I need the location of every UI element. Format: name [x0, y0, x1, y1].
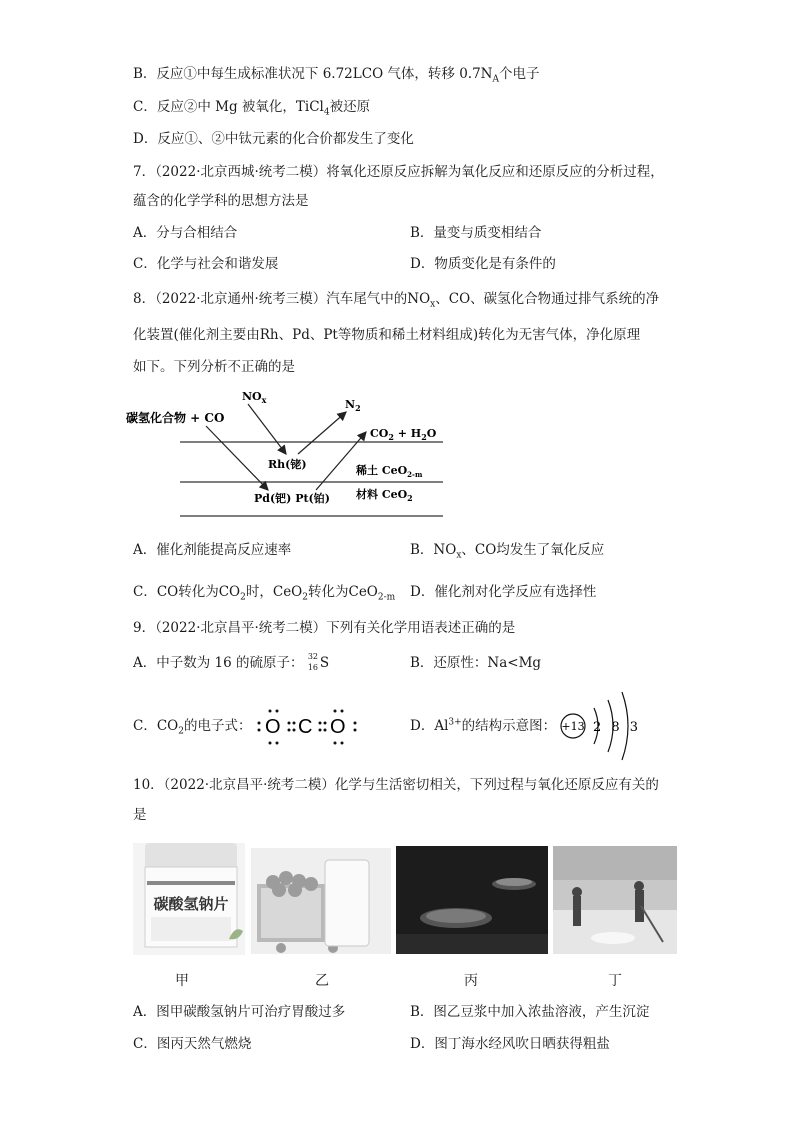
- q10-stem-line2: 是: [133, 807, 147, 823]
- caption-bing: 丙: [464, 973, 478, 989]
- arrow-rh-to-n2: [298, 412, 346, 454]
- q7-stem-line2: 蕴含的化学学科的思想方法是: [133, 193, 309, 209]
- photo-bing-gas-flame: [396, 846, 548, 954]
- rare-earth-label-1: 稀土 CeO$_{2-m}$: [356, 464, 423, 479]
- nucleus-charge: +13: [561, 720, 585, 733]
- q7-option-a: A．分与合相结合: [133, 225, 238, 241]
- q10-option-c: C．图丙天然气燃烧: [133, 1036, 252, 1052]
- photo-yi-soybean-milk: [251, 848, 391, 954]
- isotope-notation: 32 16: [307, 651, 318, 672]
- atom-o-left: O: [265, 716, 281, 738]
- q9-stem: 9．（2022·北京昌平·统考二模）下列有关化学用语表述正确的是: [133, 620, 516, 636]
- rare-earth-label-2: 材料 CeO$_2$: [356, 488, 413, 503]
- nox-label: $NO_x$: [242, 390, 267, 405]
- bottle-label-text: 碳酸氢钠片: [153, 895, 229, 913]
- pd-pt-label: Pd(钯) Pt(铂): [254, 492, 330, 505]
- reactants-label: 碳氢化合物 + CO: [126, 411, 225, 425]
- q9-option-d: D．$Al^{3+}$的结构示意图：: [410, 717, 557, 734]
- rh-label: Rh(铑): [268, 458, 307, 471]
- q6-option-b: B．反应①中每生成标准状况下 6.72LCO 气体，转移 $0.7N_A$个电子: [133, 66, 540, 85]
- photo-jia-bicarbonate-bottle: [133, 843, 245, 955]
- caption-jia: 甲: [175, 973, 189, 989]
- atom-o-right: O: [330, 716, 346, 738]
- n2-label: $N_2$: [345, 398, 361, 413]
- q10-stem-line1: 10．（2022·北京昌平·统考二模）化学与生活密切相关，下列过程与氧化还原反应有关的: [133, 777, 659, 793]
- q7-stem-line1: 7．（2022·北京西城·统考二模）将氧化还原反应拆解为氧化反应和还原反应的分析过程，: [133, 164, 664, 180]
- arrow-nox-to-rh: [248, 404, 286, 454]
- q10-option-d: D．图丁海水经风吹日晒获得粗盐: [410, 1036, 610, 1052]
- al-ion-structure-diagram: [556, 686, 646, 766]
- q10-option-b: B．图乙豆浆中加入浓盐溶液，产生沉淀: [410, 1004, 650, 1020]
- q8-option-b: B．$NO_x$、CO均发生了氧化反应: [410, 542, 605, 561]
- q7-option-d: D．物质变化是有条件的: [410, 256, 556, 272]
- q7-option-b: B．量变与质变相结合: [410, 225, 542, 241]
- caption-yi: 乙: [315, 973, 329, 989]
- q9-option-a: A．中子数为 16 的硫原子： 32 16 S: [133, 651, 330, 672]
- q6-option-c: C．反应②中 Mg 被氧化，TiCl$_4$被还原: [133, 99, 371, 118]
- q8-option-a: A．催化剂能提高反应速率: [133, 542, 292, 558]
- q8-stem-line3: 如下。下列分析不正确的是: [133, 359, 295, 375]
- q8-stem-line2: 化装置(催化剂主要由Rh、Pd、Pt等物质和稀土材料组成)转化为无害气体，净化原理: [133, 327, 641, 343]
- catalytic-converter-diagram: [118, 380, 458, 530]
- q10-option-a: A．图甲碳酸氢钠片可治疗胃酸过多: [133, 1004, 346, 1020]
- co2-electron-formula: [253, 703, 363, 749]
- shell-electrons: 2 8 3: [593, 720, 642, 735]
- q8-option-c: C．CO转化为$CO_2$时，CeO$_2$转化为CeO$_{2-m}$: [133, 584, 396, 603]
- photo-ding-salt-field: [553, 846, 677, 954]
- q8-option-d: D．催化剂对化学反应有选择性: [410, 584, 597, 600]
- q6-option-d: D．反应①、②中钛元素的化合价都发生了变化: [133, 131, 414, 147]
- arrow-reactants-to-pd: [206, 426, 268, 490]
- q7-option-c: C．化学与社会和谐发展: [133, 256, 279, 272]
- products-label: $CO_2 + H_2O$: [370, 427, 437, 442]
- caption-ding: 丁: [608, 973, 622, 989]
- q9-option-b: B．还原性：Na<Mg: [410, 655, 542, 671]
- q8-stem-line1: 8．（2022·北京通州·统考三模）汽车尾气中的$NO_x$、CO、碳氢化合物通过排气系统的净: [133, 291, 660, 310]
- arrow-pt-to-products: [316, 432, 366, 490]
- q9-option-c: C．$CO_2$的电子式：: [133, 718, 252, 737]
- atom-c: C: [298, 716, 313, 738]
